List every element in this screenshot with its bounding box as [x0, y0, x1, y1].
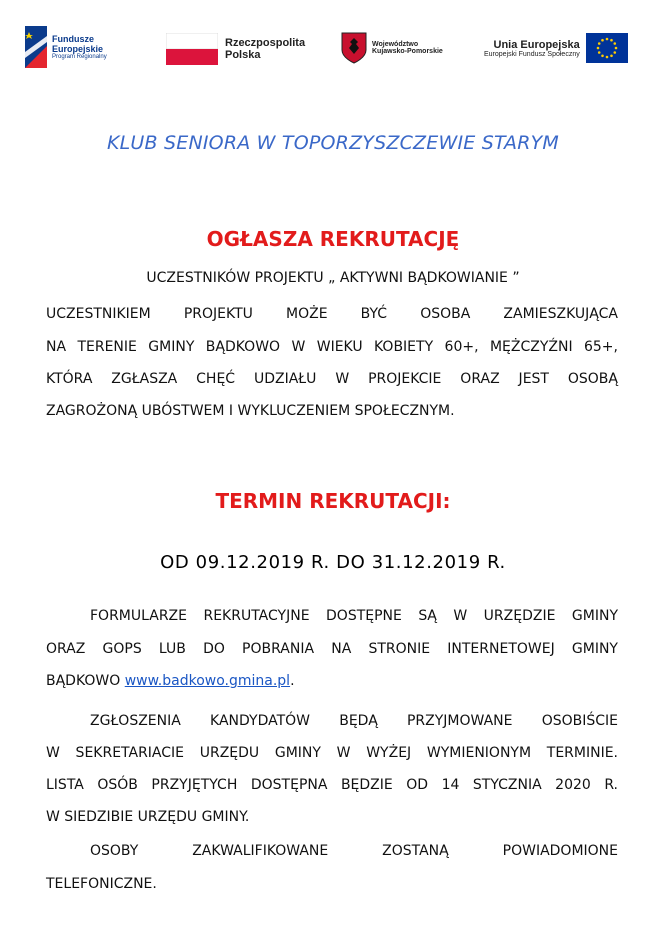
- forms-line-2: ORAZ GOPS LUB DO POBRANIA NA STRONIE INTERNETOWEJ GMINY: [46, 641, 618, 657]
- club-title: KLUB SENIORA W TOPORZYSZCZEWIE STARYM: [106, 132, 560, 154]
- eligibility-line-4: ZAGROŻONĄ UBÓSTWEM I WYKLUCZENIEM SPOŁECZNYM.: [46, 403, 455, 419]
- recruitment-term-heading: TERMIN REKRUTACJI:: [215, 489, 451, 513]
- eu-star-icon: [614, 47, 617, 50]
- forms-line-1: FORMULARZE REKRUTACYJNE DOSTĘPNE SĄ W URZĘDZIE GMINY: [90, 608, 618, 624]
- wojewodztwo-logo: [341, 32, 443, 64]
- forms-line-3-prefix: BĄDKOWO: [46, 673, 125, 689]
- eu-star-icon: [605, 38, 608, 41]
- eu-star-icon: [598, 51, 601, 54]
- eu-star-icon: [598, 42, 601, 45]
- fe-line2: Europejskie: [52, 44, 104, 54]
- forms-line-3-suffix: .: [290, 673, 295, 689]
- eu-star-icon: [596, 47, 599, 50]
- gmina-website-link[interactable]: www.badkowo.gmina.pl: [124, 673, 291, 689]
- applications-line-3: LISTA OSÓB PRZYJĘTYCH DOSTĘPNA BĘDZIE OD 14 STYCZNIA 2020 R.: [46, 777, 618, 793]
- eu-star-icon: [601, 54, 604, 57]
- notification-line-2: TELEFONICZNE.: [46, 876, 157, 892]
- rp-line2: Polska: [225, 49, 261, 61]
- logo-bar: [0, 0, 666, 80]
- fe-line3: Program Regionalny: [52, 54, 107, 60]
- eu-flag-icon: [586, 33, 628, 63]
- eu-star-icon: [601, 39, 604, 42]
- fundusze-europejskie-logo: [25, 26, 107, 68]
- eu-star-icon: [610, 39, 613, 42]
- ue-line1: Unia Europejska: [493, 38, 580, 51]
- eligibility-line-2: NA TERENIE GMINY BĄDKOWO W WIEKU KOBIETY 60+, MĘŻCZYŹNI 65+,: [46, 339, 618, 355]
- applications-line-4: W SIEDZIBIE URZĘDU GMINY.: [46, 809, 250, 825]
- eligibility-line-1: UCZESTNIKIEM PROJEKTU MOŻE BYĆ OSOBA ZAMIESZKUJĄCA: [46, 306, 618, 322]
- forms-line-3: [46, 673, 295, 689]
- eu-star-icon: [610, 54, 613, 57]
- voivodeship-shield-icon: [341, 32, 367, 64]
- applications-line-1: ZGŁOSZENIA KANDYDATÓW BĘDĄ PRZYJMOWANE OSOBIŚCIE: [90, 713, 618, 729]
- wkp-line2: Kujawsko-Pomorskie: [372, 48, 443, 55]
- fe-emblem-icon: [25, 26, 47, 68]
- eligibility-line-3: KTÓRA ZGŁASZA CHĘĆ UDZIAŁU W PROJEKCIE ORAZ JEST OSOBĄ: [46, 371, 618, 387]
- unia-europejska-logo: [484, 33, 628, 63]
- rzeczpospolita-polska-logo: [166, 33, 305, 65]
- recruitment-dates: OD 09.12.2019 R. DO 31.12.2019 R.: [160, 552, 506, 573]
- notification-line-1: OSOBY ZAKWALIFIKOWANE ZOSTANĄ POWIADOMIONE: [90, 843, 618, 859]
- wkp-line1: Województwo: [372, 41, 419, 48]
- applications-line-2: W SEKRETARIACIE URZĘDU GMINY W WYŻEJ WYMIENIONYM TERMINIE.: [46, 745, 618, 761]
- ue-line2: Europejski Fundusz Społeczny: [484, 50, 580, 58]
- fe-line1: Fundusze: [52, 34, 94, 44]
- rp-line1: Rzeczpospolita: [225, 37, 306, 49]
- polish-flag-icon: [166, 33, 218, 65]
- eu-star-icon: [605, 56, 608, 59]
- eu-star-icon: [613, 42, 616, 45]
- recruitment-heading: OGŁASZA REKRUTACJĘ: [206, 227, 460, 251]
- eu-star-icon: [613, 51, 616, 54]
- project-line: UCZESTNIKÓW PROJEKTU „ AKTYWNI BĄDKOWIANIE ”: [146, 270, 520, 286]
